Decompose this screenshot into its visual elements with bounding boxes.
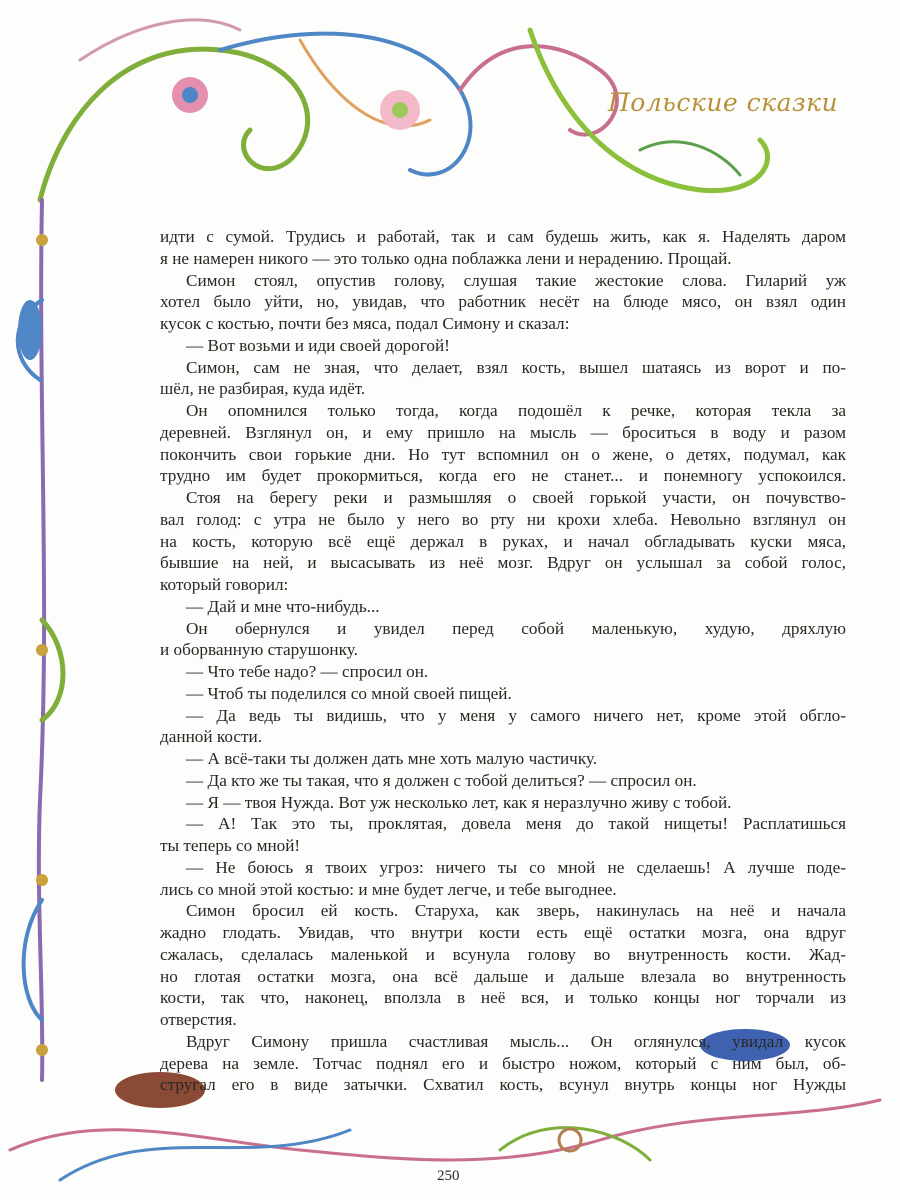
text-line: отверстия. — [160, 1010, 237, 1029]
text-line: шёл, не разбирая, куда идёт. — [160, 379, 366, 399]
text-line: Вдруг Симону пришла счастливая мысль... Он оглянулся, увидал кусок — [186, 1031, 846, 1051]
text-line: вал голод: с утра не было у него во рту ни крохи хлеба. Невольно взглянул он — [160, 509, 846, 529]
page-number: 250 — [437, 1168, 460, 1184]
text-line: деревней. Взглянул он, и ему пришло на мысль — броситься в воду и разом — [160, 422, 846, 442]
text-line: Он опомнился только тогда, когда подошёл к речке, которая текла за — [186, 401, 846, 420]
text-line: — Чтоб ты поделился со мной своей пищей. — [186, 683, 512, 703]
text-line: — Да ведь ты видишь, что у меня у самого ничего нет, кроме этой обгло- — [186, 705, 846, 725]
text-line: Он обернулся и увидел перед собой маленькую, худую, дряхлую — [186, 618, 846, 638]
running-header: Польские сказки — [608, 88, 839, 117]
text-line: который говорил: — [160, 575, 289, 594]
text-line: дерева на земле. Тотчас поднял его и быстро ножом, который с ним был, об- — [160, 1053, 846, 1073]
text-line: — А всё-таки ты должен дать мне хоть малую частичку. — [186, 749, 598, 768]
text-line: Симон стоял, опустив голову, слушая такие жестокие слова. Гиларий уж — [186, 270, 846, 290]
text-line: кусок с костью, почти без мяса, подал Симону и сказал: — [160, 314, 570, 333]
text-line: но глотая остатки мозга, она всё дальше и дальше влезала во внутренность — [160, 966, 846, 986]
text-line: — Не боюсь я твоих угроз: ничего ты со мной не сделаешь! А лучше поде- — [186, 857, 846, 877]
text-line: — Да кто же ты такая, что я должен с тобой делиться? — спросил он. — [186, 770, 697, 790]
text-line: лись со мной этой костью: и мне будет легче, и тебе выгоднее. — [160, 879, 617, 899]
text-line: на кость, которую всё ещё держал в руках, и начал обгладывать куски мяса, — [160, 531, 846, 551]
text-line: — Что тебе надо? — спросил он. — [186, 662, 429, 681]
text-line: покончить свои горькие дни. Но тут вспомнил он о жене, о детях, подумал, как — [160, 444, 846, 464]
text-line: я не намерен никого — это только одна поблажка лени и нерадению. Прощай. — [160, 248, 732, 268]
text-line: сжалась, сделалась маленькой и всунула голову во внутренность кости. Жад- — [160, 944, 846, 964]
text-line: Стоя на берегу реки и размышляя о своей горькой участи, он почувство- — [186, 488, 846, 507]
text-line: — Вот возьми и иди своей дорогой! — [186, 335, 450, 355]
text-line: — Дай и мне что-нибудь... — [186, 596, 380, 616]
text-line: стругал его в виде затычки. Схватил кость, всунул внутрь концы ног Нужды — [160, 1075, 846, 1095]
text-line: идти с сумой. Трудись и работай, так и сам будешь жить, как я. Наделять даром — [160, 227, 846, 246]
text-line: хотел было уйти, но, увидав, что работник несёт на блюде мясо, он взял один — [160, 292, 846, 312]
text-line: и оборванную старушонку. — [160, 640, 358, 660]
text-line: кости, так что, наконец, вползла в неё вся, и только концы ног торчали из — [160, 988, 846, 1008]
text-line: — Я — твоя Нужда. Вот уж несколько лет, как я неразлучно живу с тобой. — [186, 792, 732, 812]
text-line: трудно им будет прокормиться, когда его не станет... и понемногу успокоился. — [160, 466, 846, 486]
text-line: ты теперь со мной! — [160, 836, 301, 855]
text-line: — А! Так это ты, проклятая, довела меня до такой нищеты! Расплатишься — [186, 814, 846, 834]
text-line: Симон, сам не зная, что делает, взял кость, вышел шатаясь из ворот и по- — [186, 357, 846, 377]
text-line: жадно глодать. Увидав, что внутри кости есть ещё остатки мозга, она вдруг — [160, 923, 846, 942]
body-text — [160, 226, 846, 1096]
text-line: Симон бросил ей кость. Старуха, как зверь, накинулась на неё и начала — [186, 901, 846, 921]
text-line: данной кости. — [160, 727, 262, 747]
text-line: бывшие на ней, и высасывать из неё мозг. Вдруг он услышал за собой голос, — [160, 553, 846, 573]
bird-icon — [18, 300, 42, 360]
